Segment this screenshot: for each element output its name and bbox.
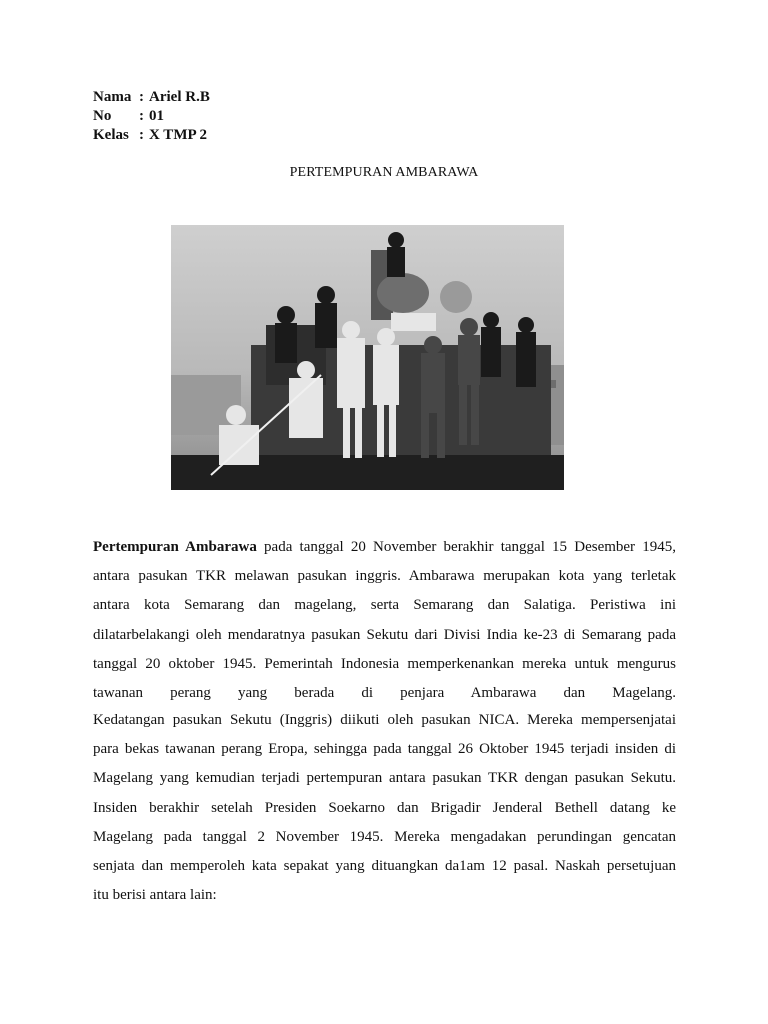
paragraph-2-line-3: Magelang yang kemudian terjadi pertempuran antara pasukan TKR dengan pasukan Sekutu. — [93, 770, 676, 787]
paragraph-1-line-3: antara kota Semarang dan magelang, serta Semarang dan Salatiga. Peristiwa ini — [93, 597, 676, 614]
student-name-row — [93, 88, 210, 107]
paragraph-1-line-4: dilatarbelakangi oleh mendaratnya pasukan Sekutu dari Divisi India ke-23 di Semarang pada — [93, 626, 676, 643]
class-separator: : — [139, 127, 144, 143]
name-value: Ariel R.B — [149, 89, 210, 105]
number-label: No — [93, 108, 112, 124]
paragraph-1-line-1-text: pada tanggal 20 November berakhir tanggal 15 Desember 1945, — [256, 539, 676, 555]
name-separator: : — [139, 89, 144, 105]
paragraph-1-line-6: tawanan perang yang berada di penjara Ambarawa dan Magelang. — [93, 684, 676, 701]
paragraph-2-line-6: senjata dan memperoleh kata sepakat yang dituangkan da1am 12 pasal. Naskah persetujuan — [93, 857, 676, 874]
student-number-row — [93, 107, 210, 126]
paragraph-1-line-2: antara pasukan TKR melawan pasukan inggris. Ambarawa merupakan kota yang terletak — [93, 568, 676, 585]
paragraph-1 — [93, 533, 676, 708]
lead-term: Pertempuran Ambarawa — [93, 539, 257, 555]
class-value: X TMP 2 — [149, 127, 208, 143]
student-class-row — [93, 126, 210, 145]
name-label: Nama — [93, 89, 132, 105]
paragraph-2 — [93, 706, 676, 910]
paragraph-2-line-2: para bekas tawanan perang Eropa, sehingga pada tanggal 26 Oktober 1945 terjadi insiden di — [93, 741, 676, 758]
paragraph-1-line-1 — [93, 533, 676, 562]
number-separator: : — [139, 108, 144, 124]
paragraph-2-line-4: Insiden berakhir setelah Presiden Soekarno dan Brigadir Jenderal Bethell datang ke — [93, 799, 676, 816]
number-value: 01 — [149, 108, 164, 124]
paragraph-2-line-7: itu berisi antara lain: — [93, 887, 217, 904]
document-title: PERTEMPURAN AMBARAWA — [289, 165, 479, 180]
class-label: Kelas — [93, 127, 129, 143]
historical-photo — [171, 225, 564, 490]
paragraph-2-line-1: Kedatangan pasukan Sekutu (Inggris) diikuti oleh pasukan NICA. Mereka mempersenjatai — [93, 712, 676, 728]
student-info — [93, 88, 210, 145]
paragraph-2-line-5: Magelang pada tanggal 2 November 1945. Mereka mengadakan perundingan gencatan — [93, 828, 676, 845]
paragraph-1-line-5: tanggal 20 oktober 1945. Pemerintah Indonesia memperkenankan mereka untuk mengurus — [93, 655, 676, 672]
